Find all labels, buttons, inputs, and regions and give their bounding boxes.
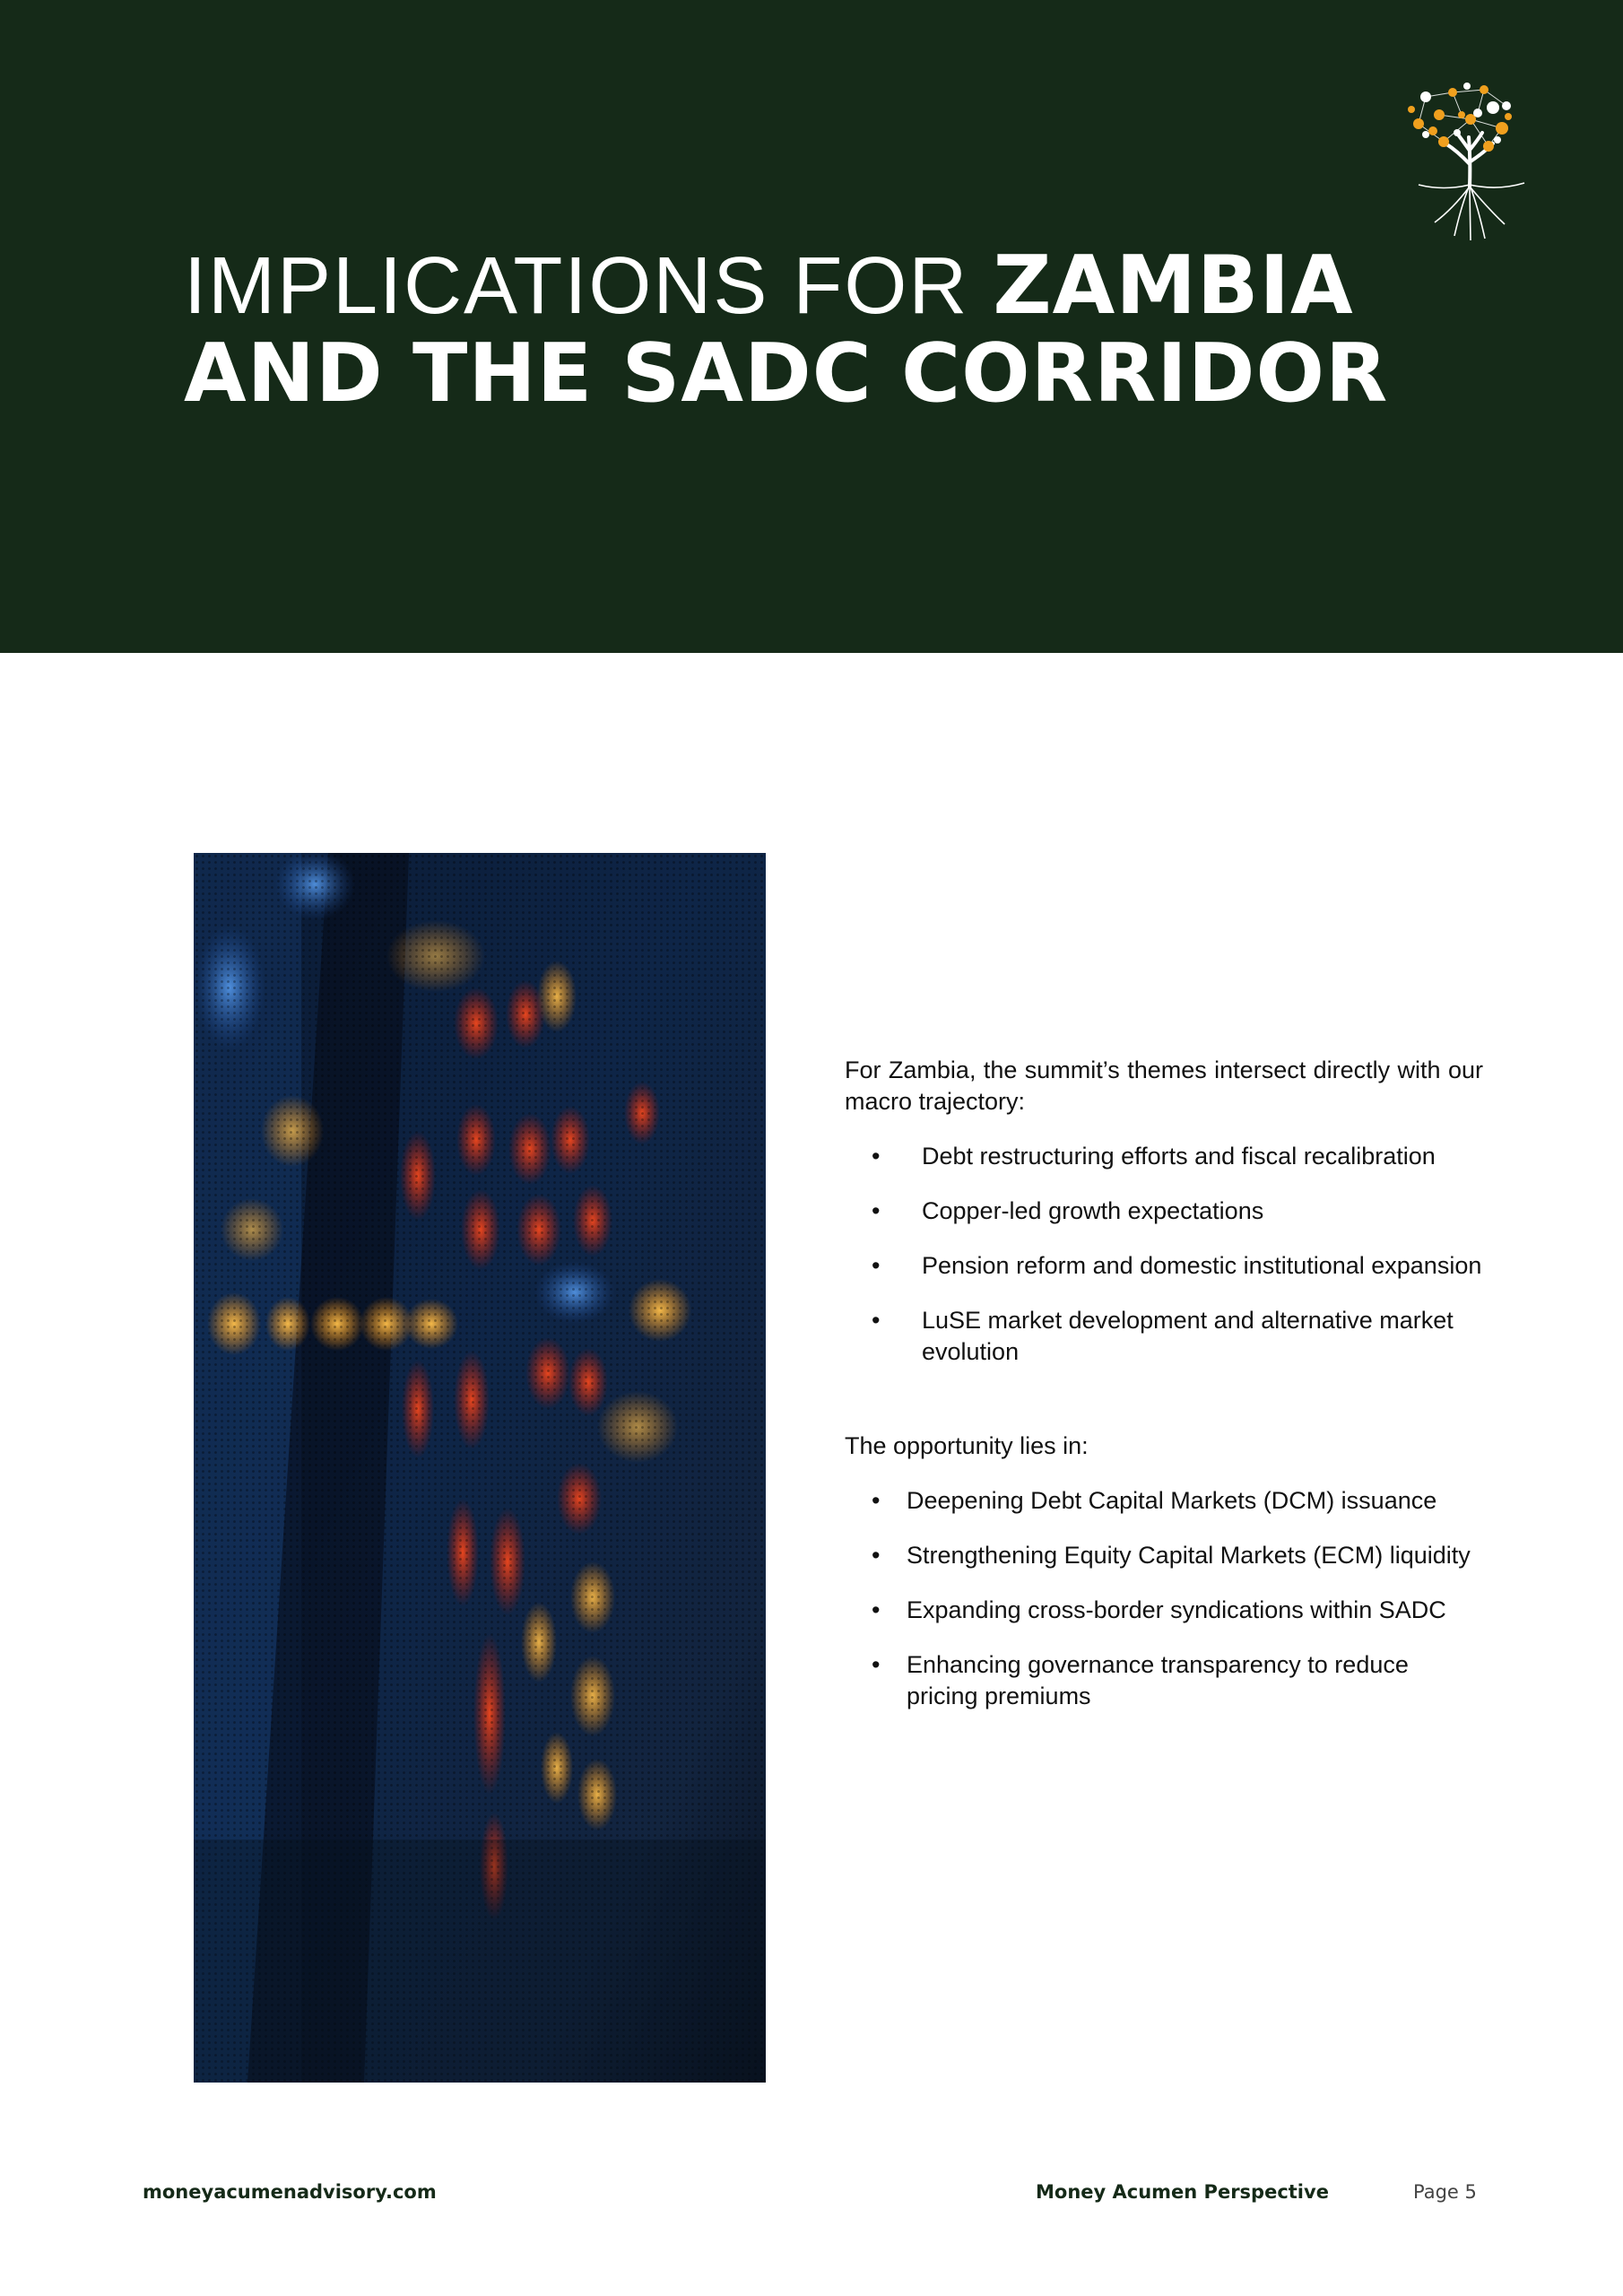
list-item: • Enhancing governance transparency to reduce pricing premiums [872,1651,1409,1709]
body-text [845,1055,1483,1735]
bullet-icon: • [872,1307,881,1334]
stock-ticker-photo [194,853,766,2083]
list-item: • Deepening Debt Capital Markets (DCM) issuance [845,1485,1483,1517]
tree-network-logo-icon [1399,79,1542,245]
bullet-icon: • [872,1596,881,1623]
list-item: • Pension reform and domestic institutional expansion [845,1250,1483,1282]
title-line1-light: IMPLICATIONS FOR [184,241,994,331]
zambia-themes-list [845,1141,1483,1368]
list-item: • LuSE market development and alternative market evolution [872,1307,1454,1365]
footer-publication: Money Acumen Perspective [1036,2181,1329,2203]
header-banner [0,0,1623,653]
intro-paragraph: For Zambia, the summit’s themes intersect directly with our macro trajectory: [845,1057,1483,1115]
list-item: • Copper-led growth expectations [845,1196,1483,1227]
bullet-icon: • [872,1487,881,1514]
opportunity-list [845,1485,1483,1712]
list-item: • Debt restructuring efforts and fiscal recalibration [845,1141,1483,1172]
page-title [184,239,1389,421]
title-line2: AND THE SADC CORRIDOR [184,326,1389,421]
bullet-icon: • [872,1651,881,1678]
page-number: Page 5 [1413,2181,1477,2203]
bullet-icon: • [872,1252,881,1279]
bullet-icon: • [872,1197,881,1224]
opportunity-paragraph: The opportunity lies in: [845,1432,1089,1459]
list-item: • Expanding cross-border syndications within SADC [845,1595,1483,1626]
footer-website-link[interactable]: moneyacumenadvisory.com [143,2181,437,2203]
bullet-icon: • [872,1143,881,1170]
title-line1-bold: ZAMBIA [993,239,1354,333]
list-item: • Strengthening Equity Capital Markets (ECM) liquidity [845,1540,1483,1571]
bullet-icon: • [872,1542,881,1569]
